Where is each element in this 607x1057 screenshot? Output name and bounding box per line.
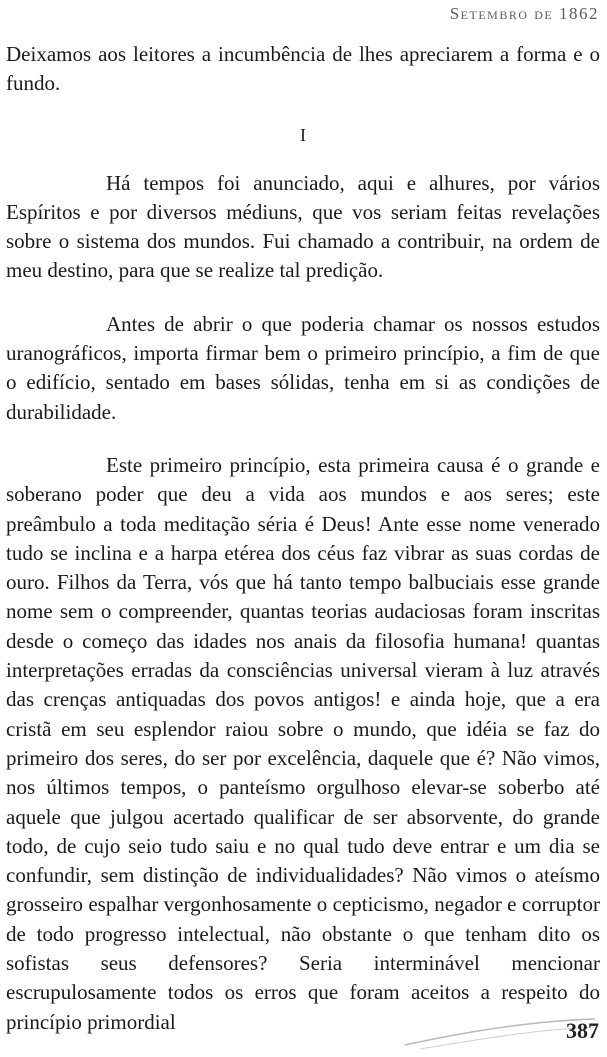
- intro-paragraph: Deixamos aos leitores a incumbência de lhes apreciarem a forma e o fundo.: [6, 42, 600, 96]
- page-number: 387: [566, 1018, 599, 1043]
- paragraph-1: Há tempos foi anunciado, aqui e alhures, por vários Espíritos e por diversos médiuns, que vos seriam feitas revelações sobre o sistema dos mundos. Fui chamado a contribuir, na ordem de meu destino, para que se realize tal predição.: [6, 170, 600, 283]
- page-body: [6, 40, 600, 1037]
- paragraph-3: Este primeiro princípio, esta primeira causa é o grande e soberano poder que deu a vida aos mundos e aos seres; este preâmbulo a toda meditação séria é Deus! Ante esse nome venerado tudo se inclina e a harpa etérea dos céus faz vibrar as suas cordas de ouro. Filhos da Terra, vós que há tanto tempo balbuciais esse grande nome sem o compreender, quantas teorias audaciosas foram inscritas desde o começo das idades nos anais da filosofia humana! quantas interpretações erradas da consciências universal vieram à luz através das crenças antiquadas dos povos antigos! e ainda hoje, que a era cristã em seu esplendor raiou sobre o mundo, que idéia se faz do primeiro dos seres, do ser por excelência, daquele que é? Não vimos, nos últimos tempos, o panteísmo orgulhoso elevar-se soberbo até aquele que julgou acertado qualificar de ser absorvente, do grande todo, de cujo seio tudo saiu e no qual tudo deve entrar e um dia se confundir, sem distinção de individualidades? Não vimos o ateísmo grosseiro espalhar vergonhosamente o cepticismo, negador e corruptor de todo progresso intelectual, não obstante o que tenham dito os sofistas seus defensores? Seria interminável mencionar escrupulosamente todos os erros que foram aceitos a respeito do princípio primordial: [6, 452, 600, 1034]
- section-numeral: I: [300, 124, 306, 145]
- running-header: Setembro de 1862: [449, 4, 599, 23]
- paragraph-2: Antes de abrir o que poderia chamar os nossos estudos uranográficos, importa firmar bem o primeiro princípio, a fim de que o edifício, sentado em bases sólidas, tenha em si as condições de durabilidade.: [6, 311, 600, 424]
